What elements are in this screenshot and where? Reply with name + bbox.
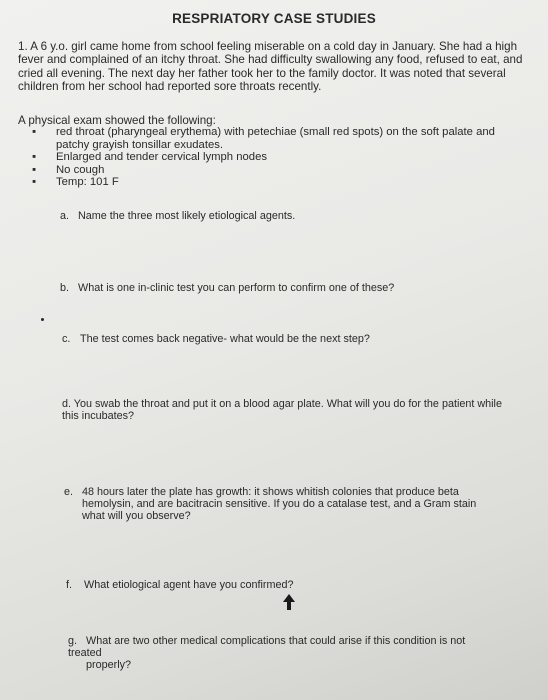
finding-item: ▪ No cough (32, 163, 105, 176)
question-d: d. You swab the throat and put it on a blood agar plate. What will you do for the patient while this incubates? (62, 398, 502, 423)
document-title: RESPRIATORY CASE STUDIES (172, 11, 376, 26)
finding-item: ▪ Temp: 101 F (32, 176, 119, 189)
stray-mark (41, 318, 44, 321)
bullet-icon: ▪ (32, 126, 37, 138)
bullet-icon: ▪ (32, 151, 37, 164)
mouse-pointer-icon (282, 594, 296, 610)
finding-item: ▪ Enlarged and tender cervical lymph nodes (32, 151, 268, 164)
bullet-icon: ▪ (32, 163, 37, 176)
finding-item: ▪ red throat (pharyngeal erythema) with petechiae (small red spots) on the soft palate and patchy grayish tonsillar exudates. (32, 126, 495, 151)
question-c: c. The test comes back negative- what would be the next step? (62, 333, 370, 345)
question-b: b. What is one in-clinic test you can perform to confirm one of these? (60, 282, 395, 294)
question-a: a. Name the three most likely etiological agents. (60, 210, 296, 222)
exam-findings-list (32, 126, 522, 189)
case-intro-paragraph: 1. A 6 y.o. girl came home from school feeling miserable on a cold day in January. She had a high fever and complained of an itchy throat. She had difficulty swallowing any food, refused to eat, and cried all evening. The next day her father took her to the family doctor. It was noted that several children from her school had reported sore throats recently. (18, 40, 523, 94)
question-f: f. What etiological agent have you confirmed? (66, 579, 294, 591)
bullet-icon: ▪ (32, 176, 37, 189)
question-g: g. What are two other medical complications that could arise if this condition is not treated properly? (68, 635, 466, 672)
question-e: e. 48 hours later the plate has growth: it shows whitish colonies that produce beta hemolysin, and are bacitracin sensitive. If you do a catalase test, and a Gram stain what will you observe? (64, 486, 477, 523)
exam-intro-text: A physical exam showed the following: (18, 114, 216, 127)
